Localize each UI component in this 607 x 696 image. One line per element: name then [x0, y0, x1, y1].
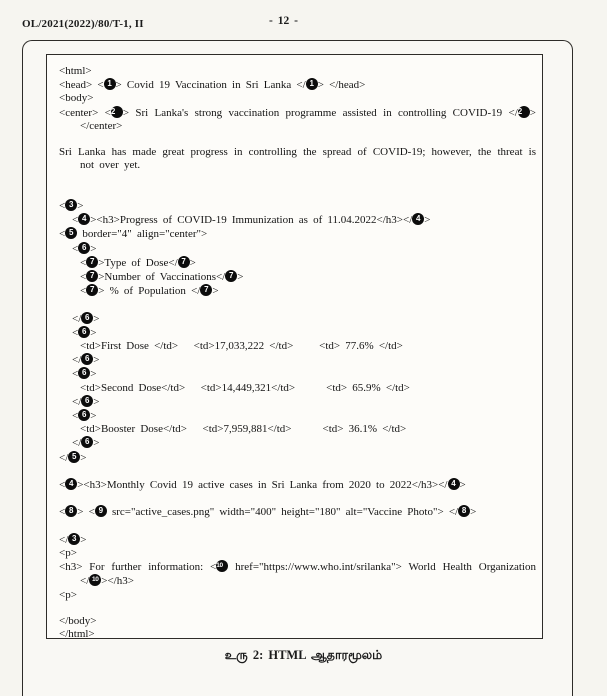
circled-number-4-icon: 4 — [448, 478, 460, 490]
circled-number-4-icon: 4 — [65, 478, 77, 490]
circled-number-3-icon: 3 — [65, 199, 77, 211]
code-line: < 7 >Number of Vaccinations</ 7 > — [80, 271, 244, 283]
circled-number-10-icon: 10 — [216, 560, 228, 572]
circled-number-7-icon: 7 — [200, 284, 212, 296]
circled-number-6-icon: 6 — [81, 395, 93, 407]
code-line: </ 6 > — [72, 312, 100, 325]
code-line: </ 6 > — [72, 437, 100, 450]
code-line-blank — [59, 186, 536, 199]
circled-number-6-icon: 6 — [78, 326, 90, 338]
page-header — [0, 12, 607, 36]
circled-number-4-icon: 4 — [412, 213, 424, 225]
page-number: - 12 - — [269, 15, 298, 27]
code-listing-box — [46, 54, 543, 639]
code-line: <td>Booster Dose</td> <td>7,959,881</td> <td> 36.1% </td> — [80, 423, 407, 436]
code-line: < 5 border="4" align="center"> — [59, 228, 208, 241]
code-line: < 6 > — [72, 326, 97, 339]
circled-number-7-icon: 7 — [178, 256, 190, 268]
circled-number-8-icon: 8 — [458, 505, 470, 517]
circled-number-6-icon: 6 — [78, 367, 90, 379]
code-line-blank — [59, 602, 536, 615]
circled-number-6-icon: 6 — [78, 409, 90, 421]
circled-number-7-icon: 7 — [225, 270, 237, 282]
circled-number-6-icon: 6 — [81, 312, 93, 324]
code-line: <center> <2 > Sri Lanka's strong vaccination programme assisted in controlling COVID-19 </2 > — [59, 106, 536, 119]
code-line: < 7 >Type of Dose</ 7 > — [80, 256, 196, 269]
code-line: < 4 ><h3>Progress of COVID-19 Immunization as of 11.04.2022</h3></ 4 > — [72, 214, 431, 227]
code-line: <h3> For further information: <10 href="https://www.who.int/srilanka"> World Health Organization — [59, 561, 536, 574]
code-line: <td>First Dose </td> <td>17,033,222 </td> <td> 77.6% </td> — [80, 340, 403, 352]
circled-number-5-icon: 5 — [68, 451, 80, 463]
circled-number-6-icon: 6 — [78, 242, 90, 254]
code-line-blank — [59, 520, 536, 533]
code-line: </ 6 > — [72, 395, 100, 408]
code-line: <p> — [59, 547, 77, 559]
code-line: < 6 > — [72, 410, 97, 423]
code-line-blank — [59, 173, 536, 186]
circled-number-6-icon: 6 — [81, 353, 93, 365]
circled-number-1-icon: 1 — [104, 78, 116, 90]
code-line-blank — [59, 298, 536, 311]
outer-figure-box — [22, 40, 573, 696]
code-line: < 7 > % of Population </ 7 > — [80, 285, 219, 298]
code-line: <html> — [59, 65, 92, 77]
code-line: <body> — [59, 92, 94, 105]
circled-number-1-icon: 1 — [306, 78, 318, 90]
code-line-blank — [59, 465, 536, 478]
circled-number-5-icon: 5 — [65, 227, 77, 239]
code-line-blank — [59, 133, 536, 146]
circled-number-10-icon: 10 — [89, 574, 101, 586]
circled-number-8-icon: 8 — [65, 505, 77, 517]
code-line: </ 6 > — [72, 354, 100, 367]
code-line-blank — [59, 492, 536, 505]
code-line: <head> < 1 > Covid 19 Vaccination in Sri Lanka </ 1 > </head> — [59, 79, 366, 92]
circled-number-7-icon: 7 — [86, 256, 98, 268]
code-line: not over yet. — [80, 159, 141, 172]
code-line: < 3 > — [59, 199, 84, 212]
circled-number-7-icon: 7 — [86, 270, 98, 282]
circled-number-6-icon: 6 — [81, 436, 93, 448]
code-line: < 6 > — [72, 368, 97, 381]
code-line: </ 3 > — [59, 533, 87, 546]
circled-number-7-icon: 7 — [86, 284, 98, 296]
code-line: < 8 > < 9 src="active_cases.png" width="400" height="180" alt="Vaccine Photo"> </ 8 > — [59, 506, 477, 519]
exam-reference: OL/2021(2022)/80/T-1, II — [22, 18, 144, 30]
code-line: Sri Lanka has made great progress in controlling the spread of COVID-19; however, the threat is — [59, 146, 536, 159]
figure-caption: உரு 2: HTML ஆதாரமூலம் — [224, 648, 383, 662]
code-line: </center> — [80, 119, 123, 132]
code-line: </html> — [59, 628, 95, 641]
code-listing — [59, 65, 536, 641]
code-line: < 4 ><h3>Monthly Covid 19 active cases in Sri Lanka from 2020 to 2022</h3></ 4 > — [59, 479, 466, 492]
circled-number-2-icon: 2 — [111, 106, 123, 118]
circled-number-3-icon: 3 — [68, 533, 80, 545]
code-line: <td>Second Dose</td> <td>14,449,321</td> <td> 65.9% </td> — [80, 381, 410, 394]
circled-number-2-icon: 2 — [518, 106, 530, 118]
code-line: </ 10 ></h3> — [80, 575, 134, 588]
code-line: </ 5 > — [59, 451, 87, 464]
circled-number-4-icon: 4 — [78, 213, 90, 225]
code-line: < 6 > — [72, 242, 97, 255]
code-line: <p> — [59, 588, 77, 601]
code-line: </body> — [59, 615, 97, 627]
circled-number-9-icon: 9 — [95, 505, 107, 517]
